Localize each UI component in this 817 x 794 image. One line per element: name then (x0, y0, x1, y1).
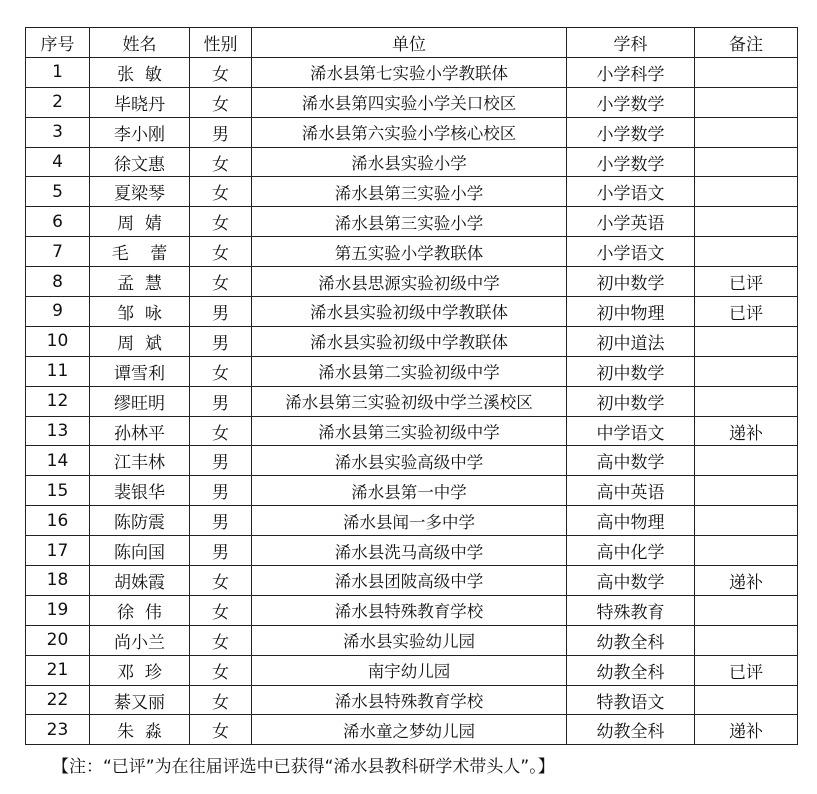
cell-name: 陈向国 (90, 536, 190, 566)
cell-remark: 递补 (695, 416, 798, 446)
cell-remark (695, 536, 798, 566)
cell-unit: 浠水县特殊教育学校 (252, 595, 567, 625)
table-row (26, 506, 798, 536)
cell-gender: 男 (190, 476, 252, 506)
cell-remark: 已评 (695, 655, 798, 685)
cell-unit: 浠水县实验幼儿园 (252, 625, 567, 655)
cell-gender: 男 (190, 536, 252, 566)
cell-name: 尚小兰 (90, 625, 190, 655)
cell-remark (695, 446, 798, 476)
cell-subject: 小学数学 (567, 87, 695, 117)
cell-remark (695, 87, 798, 117)
cell-unit: 浠水县思源实验初级中学 (252, 267, 567, 297)
cell-no: 9 (26, 297, 90, 327)
cell-subject: 幼教全科 (567, 715, 695, 745)
cell-no: 1 (26, 57, 90, 87)
cell-gender: 女 (190, 715, 252, 745)
table-row (26, 476, 798, 506)
cell-unit: 浠水童之梦幼儿园 (252, 715, 567, 745)
cell-gender: 男 (190, 506, 252, 536)
cell-subject: 初中数学 (567, 386, 695, 416)
table-row (26, 685, 798, 715)
cell-subject: 高中物理 (567, 506, 695, 536)
cell-remark (695, 476, 798, 506)
table-row (26, 267, 798, 297)
cell-unit: 浠水县第三实验初级中学 (252, 416, 567, 446)
header-name: 姓名 (90, 28, 190, 58)
cell-no: 22 (26, 685, 90, 715)
cell-name: 孙林平 (90, 416, 190, 446)
cell-remark: 已评 (695, 297, 798, 327)
table-row (26, 177, 798, 207)
cell-no: 14 (26, 446, 90, 476)
cell-subject: 高中英语 (567, 476, 695, 506)
cell-subject: 小学数学 (567, 117, 695, 147)
table-body (26, 57, 798, 744)
header-row (26, 28, 798, 58)
table-row (26, 356, 798, 386)
cell-unit: 浠水县第三实验小学 (252, 177, 567, 207)
cell-unit: 浠水县团陂高级中学 (252, 566, 567, 596)
table-row (26, 416, 798, 446)
cell-remark (695, 506, 798, 536)
cell-subject: 幼教全科 (567, 625, 695, 655)
cell-name: 缪旺明 (90, 386, 190, 416)
cell-unit: 浠水县实验初级中学教联体 (252, 297, 567, 327)
cell-gender: 女 (190, 356, 252, 386)
cell-subject: 高中数学 (567, 566, 695, 596)
cell-remark: 已评 (695, 267, 798, 297)
cell-no: 6 (26, 207, 90, 237)
cell-unit: 浠水县第二实验初级中学 (252, 356, 567, 386)
cell-gender: 女 (190, 267, 252, 297)
cell-gender: 女 (190, 595, 252, 625)
cell-unit: 浠水县洗马高级中学 (252, 536, 567, 566)
cell-unit: 浠水县第四实验小学关口校区 (252, 87, 567, 117)
table-row (26, 87, 798, 117)
cell-unit: 浠水县第六实验小学核心校区 (252, 117, 567, 147)
cell-remark (695, 386, 798, 416)
cell-gender: 女 (190, 416, 252, 446)
cell-no: 4 (26, 147, 90, 177)
cell-name: 邓 珍 (90, 655, 190, 685)
cell-gender: 女 (190, 57, 252, 87)
cell-subject: 特教语文 (567, 685, 695, 715)
cell-unit: 第五实验小学教联体 (252, 237, 567, 267)
cell-no: 15 (26, 476, 90, 506)
cell-remark (695, 207, 798, 237)
cell-subject: 初中物理 (567, 297, 695, 327)
table-row (26, 386, 798, 416)
cell-name: 张 敏 (90, 57, 190, 87)
table-row (26, 536, 798, 566)
footnote: 【注：“已评”为在往届评选中已获得“浠水县教科研学术带头人”。】 (52, 757, 555, 777)
cell-gender: 女 (190, 177, 252, 207)
cell-no: 5 (26, 177, 90, 207)
cell-unit: 浠水县第一中学 (252, 476, 567, 506)
table-row (26, 207, 798, 237)
cell-no: 10 (26, 326, 90, 356)
cell-subject: 小学语文 (567, 177, 695, 207)
cell-gender: 女 (190, 655, 252, 685)
cell-no: 12 (26, 386, 90, 416)
cell-name: 徐 伟 (90, 595, 190, 625)
cell-subject: 小学英语 (567, 207, 695, 237)
cell-no: 18 (26, 566, 90, 596)
table-row (26, 625, 798, 655)
table-row (26, 57, 798, 87)
cell-remark (695, 177, 798, 207)
cell-no: 17 (26, 536, 90, 566)
cell-unit: 浠水县实验高级中学 (252, 446, 567, 476)
table-row (26, 297, 798, 327)
cell-gender: 女 (190, 685, 252, 715)
cell-no: 3 (26, 117, 90, 147)
table-row (26, 326, 798, 356)
cell-subject: 小学语文 (567, 237, 695, 267)
cell-gender: 女 (190, 87, 252, 117)
cell-gender: 男 (190, 297, 252, 327)
cell-unit: 浠水县实验初级中学教联体 (252, 326, 567, 356)
cell-name: 周 斌 (90, 326, 190, 356)
header-no: 序号 (26, 28, 90, 58)
table-row (26, 595, 798, 625)
cell-subject: 高中数学 (567, 446, 695, 476)
cell-gender: 女 (190, 625, 252, 655)
cell-unit: 南宇幼儿园 (252, 655, 567, 685)
cell-subject: 初中道法 (567, 326, 695, 356)
table-row (26, 117, 798, 147)
cell-name: 綦又丽 (90, 685, 190, 715)
cell-name: 夏梁琴 (90, 177, 190, 207)
cell-no: 16 (26, 506, 90, 536)
cell-gender: 男 (190, 117, 252, 147)
cell-name: 李小刚 (90, 117, 190, 147)
cell-remark (695, 595, 798, 625)
cell-name: 朱 淼 (90, 715, 190, 745)
cell-remark: 递补 (695, 566, 798, 596)
cell-no: 20 (26, 625, 90, 655)
cell-unit: 浠水县特殊教育学校 (252, 685, 567, 715)
cell-no: 13 (26, 416, 90, 446)
cell-name: 邹 咏 (90, 297, 190, 327)
cell-name: 徐文惠 (90, 147, 190, 177)
cell-remark (695, 326, 798, 356)
cell-name: 孟 慧 (90, 267, 190, 297)
cell-no: 8 (26, 267, 90, 297)
header-gender: 性别 (190, 28, 252, 58)
cell-subject: 小学数学 (567, 147, 695, 177)
cell-gender: 男 (190, 386, 252, 416)
table-row (26, 655, 798, 685)
cell-gender: 男 (190, 446, 252, 476)
cell-remark (695, 356, 798, 386)
header-unit: 单位 (252, 28, 567, 58)
cell-unit: 浠水县闻一多中学 (252, 506, 567, 536)
cell-name: 周 婧 (90, 207, 190, 237)
cell-no: 19 (26, 595, 90, 625)
cell-name: 谭雪利 (90, 356, 190, 386)
cell-remark (695, 147, 798, 177)
cell-name: 裴银华 (90, 476, 190, 506)
cell-name: 江丰林 (90, 446, 190, 476)
table-row (26, 715, 798, 745)
cell-gender: 男 (190, 326, 252, 356)
cell-remark: 递补 (695, 715, 798, 745)
cell-subject: 幼教全科 (567, 655, 695, 685)
cell-subject: 高中化学 (567, 536, 695, 566)
cell-no: 21 (26, 655, 90, 685)
cell-subject: 初中数学 (567, 356, 695, 386)
table-row (26, 566, 798, 596)
cell-gender: 女 (190, 147, 252, 177)
cell-subject: 特殊教育 (567, 595, 695, 625)
table-row (26, 446, 798, 476)
cell-unit: 浠水县实验小学 (252, 147, 567, 177)
cell-remark (695, 685, 798, 715)
roster-table (25, 27, 798, 745)
cell-gender: 女 (190, 237, 252, 267)
cell-gender: 女 (190, 566, 252, 596)
table-row (26, 147, 798, 177)
cell-unit: 浠水县第三实验小学 (252, 207, 567, 237)
cell-no: 23 (26, 715, 90, 745)
header-remark: 备注 (695, 28, 798, 58)
cell-unit: 浠水县第七实验小学教联体 (252, 57, 567, 87)
cell-remark (695, 625, 798, 655)
cell-no: 2 (26, 87, 90, 117)
cell-no: 7 (26, 237, 90, 267)
cell-name: 毛 蕾 (90, 237, 190, 267)
cell-no: 11 (26, 356, 90, 386)
table-header (26, 28, 798, 58)
header-subject: 学科 (567, 28, 695, 58)
cell-subject: 小学科学 (567, 57, 695, 87)
cell-subject: 初中数学 (567, 267, 695, 297)
cell-name: 毕晓丹 (90, 87, 190, 117)
cell-remark (695, 117, 798, 147)
cell-name: 胡姝霞 (90, 566, 190, 596)
cell-subject: 中学语文 (567, 416, 695, 446)
table-row (26, 237, 798, 267)
cell-remark (695, 237, 798, 267)
cell-remark (695, 57, 798, 87)
cell-unit: 浠水县第三实验初级中学兰溪校区 (252, 386, 567, 416)
cell-name: 陈防震 (90, 506, 190, 536)
cell-gender: 女 (190, 207, 252, 237)
